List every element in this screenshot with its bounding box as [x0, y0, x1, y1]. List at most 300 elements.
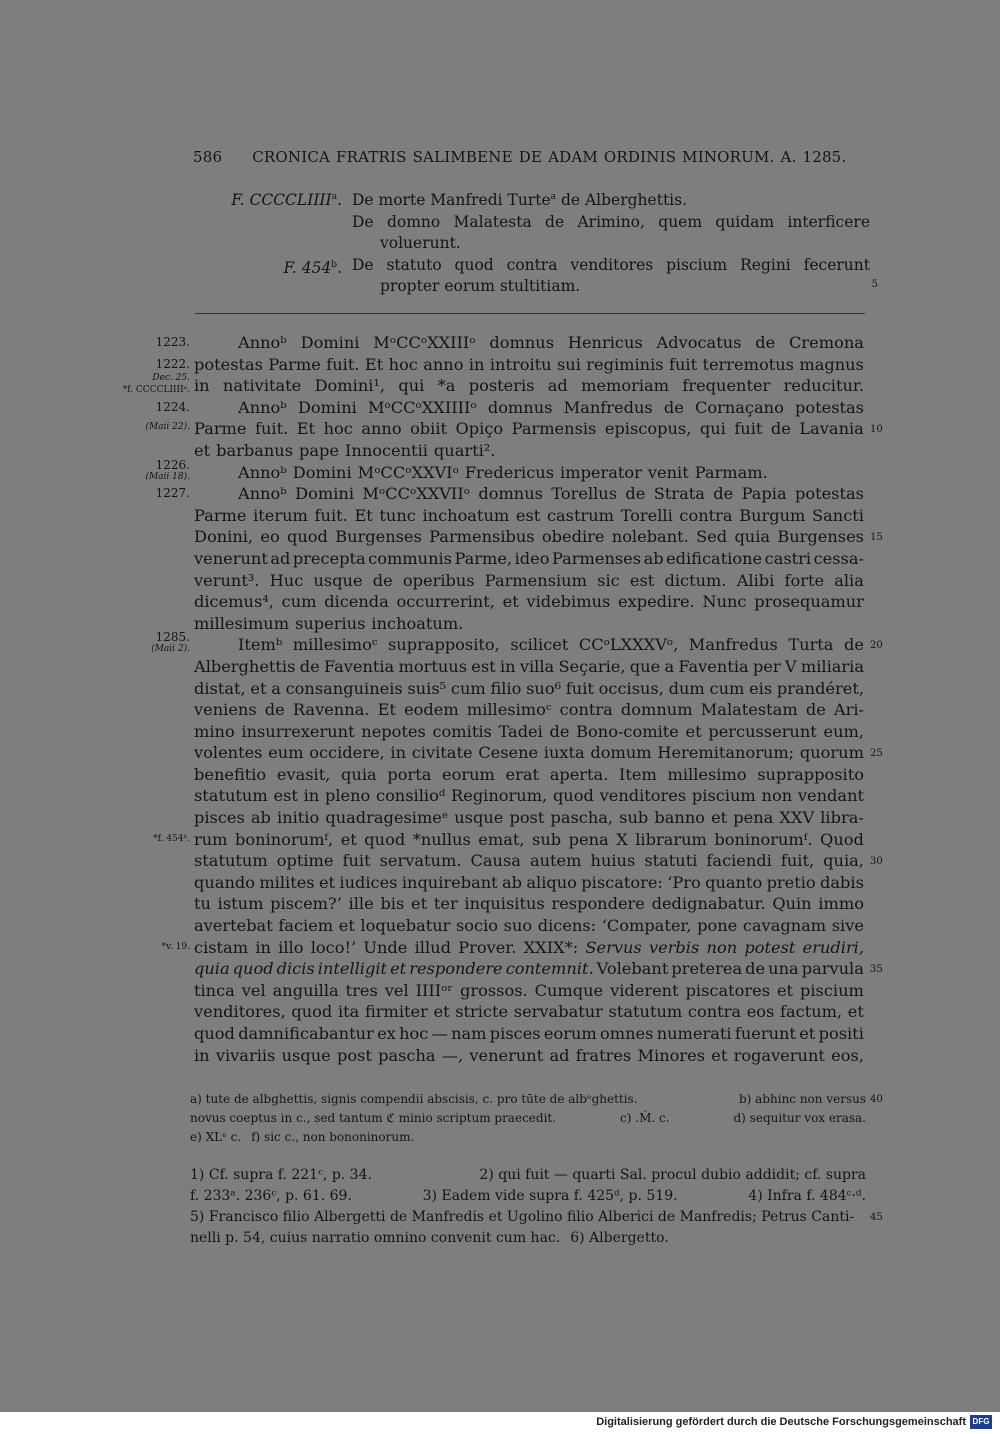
word: pascha,	[550, 808, 614, 828]
word: quod	[232, 959, 274, 979]
word: de	[745, 959, 766, 979]
line-text	[194, 375, 864, 397]
word: hoc	[388, 354, 418, 374]
word: superius	[295, 613, 366, 633]
line-text	[194, 872, 864, 894]
text-line	[0, 785, 1000, 807]
word: avertebat	[194, 916, 273, 936]
word: Annoᵇ	[238, 462, 287, 482]
word: Turta	[788, 635, 834, 655]
word: Annoᵇ	[238, 397, 287, 417]
line-number: 30	[870, 856, 883, 868]
word: ex	[377, 1024, 396, 1043]
word: ter	[433, 894, 458, 914]
text-line	[0, 1045, 1000, 1067]
word: hoc	[399, 1024, 429, 1043]
word: illo	[278, 937, 304, 957]
word: sic	[597, 570, 620, 590]
word: XXV	[779, 808, 815, 828]
word: in	[255, 937, 271, 957]
text-line	[0, 332, 1000, 354]
word: villa	[519, 656, 555, 676]
word: Manfredus	[688, 635, 778, 655]
word: de	[755, 333, 776, 352]
word: in	[390, 743, 407, 763]
word: *a	[437, 376, 456, 396]
word: quadragesimeᵉ	[325, 808, 449, 828]
line-text	[194, 829, 864, 851]
word: anno	[361, 419, 402, 439]
word: venerunt	[194, 548, 268, 568]
text-line	[0, 483, 1000, 505]
word: Torelli	[620, 505, 673, 525]
word: inquirebant	[401, 872, 498, 892]
line-number: 45	[870, 1212, 883, 1223]
word: respondere	[409, 959, 503, 979]
word: pone	[697, 916, 738, 936]
word: Sed	[696, 527, 728, 547]
word: sive	[831, 916, 864, 936]
word: suo	[503, 916, 533, 936]
word: Opiço	[455, 419, 504, 439]
word: ita	[337, 1002, 360, 1022]
folio-sup: a	[331, 192, 338, 202]
word: dedignabatur.	[651, 894, 766, 914]
word: usque	[281, 1045, 331, 1065]
word: in	[303, 786, 320, 806]
word: videbimus	[526, 592, 611, 612]
word: forte	[784, 570, 825, 590]
word: Burgum	[739, 505, 806, 525]
word: aliquo	[526, 872, 577, 892]
line-text	[194, 807, 864, 829]
word: porta	[387, 764, 432, 784]
word: a	[664, 656, 675, 676]
word: Papia	[741, 484, 787, 504]
word: boninorumᶠ.	[714, 829, 813, 849]
summary-text: De domno Malatesta de Arimino, quem quidam interficere voluerunt.	[352, 212, 870, 253]
word: Reginorum,	[451, 786, 548, 806]
word: Quod	[820, 829, 864, 849]
text-line	[0, 570, 1000, 592]
margin-note	[153, 833, 190, 845]
word: bis	[380, 894, 405, 914]
word: Ravenna.	[292, 700, 370, 720]
text-line	[0, 397, 1000, 419]
word: ad	[549, 1045, 570, 1065]
word: Donini,	[194, 527, 254, 547]
word: —,	[441, 1045, 464, 1065]
word: eodem	[404, 700, 459, 720]
summary-folio: F. 454$^b$.	[283, 258, 342, 277]
margin-note	[145, 459, 190, 483]
word: usque	[454, 808, 504, 828]
text-line	[0, 958, 1000, 980]
word: Malatestam	[700, 700, 798, 720]
margin-note	[156, 401, 190, 413]
word: vivariis	[215, 1045, 276, 1065]
line-text	[194, 699, 864, 721]
text-line	[0, 937, 1000, 959]
word: piscium	[800, 980, 864, 1000]
word: erudiri,	[802, 937, 864, 957]
word: consanguineis	[285, 678, 403, 698]
word: Volebant	[596, 959, 669, 979]
word: fuit	[565, 678, 594, 698]
word: cistam	[194, 937, 249, 957]
chapter-summary	[190, 187, 878, 298]
word: de	[805, 700, 826, 720]
line-text	[194, 440, 864, 462]
word: et	[194, 440, 211, 460]
text-line	[0, 613, 1000, 635]
word: contra	[687, 1002, 742, 1022]
word: communis	[368, 548, 452, 568]
word: obedire	[541, 527, 605, 547]
word: Servus	[585, 937, 642, 957]
word: preterea	[671, 959, 743, 979]
word: boninorumᶠ,	[235, 829, 334, 849]
margin-note	[156, 336, 190, 348]
text-line	[0, 742, 1000, 764]
line-text	[238, 332, 864, 354]
word: grossos.	[459, 980, 528, 1000]
word: expedire.	[618, 592, 695, 612]
word: Cornaçano	[694, 397, 784, 417]
word: Faventia	[323, 656, 395, 676]
word: venditores,	[194, 1002, 286, 1022]
line-text	[194, 958, 864, 980]
word: pisces	[194, 808, 245, 828]
word: obiit	[410, 419, 448, 439]
word: est	[471, 656, 496, 676]
word: memoriam	[581, 376, 670, 396]
word: venit	[647, 462, 689, 482]
word: de	[372, 570, 393, 590]
word: quia,	[823, 851, 864, 871]
word: sui	[556, 354, 581, 374]
word: erat	[505, 764, 540, 784]
word: pena	[568, 829, 609, 849]
word: emat,	[478, 829, 525, 849]
word: imperator	[560, 462, 642, 482]
word: pape	[299, 440, 339, 460]
word: numerati	[656, 1024, 732, 1043]
word: reducitur.	[783, 376, 864, 396]
word: mino	[194, 721, 235, 741]
footnote-line	[190, 1090, 883, 1109]
word: de	[663, 397, 684, 417]
summary-text: De statuto quod contra venditores piscium Regini fecerunt propter eorum stultitiam.	[352, 255, 870, 296]
word: dicis	[276, 959, 315, 979]
word: ideo	[514, 548, 550, 568]
line-number: 35	[870, 964, 883, 976]
word: Domini	[297, 397, 357, 417]
word: statutum	[194, 851, 268, 871]
line-text	[194, 526, 864, 548]
word: millesimoᶜ	[292, 635, 378, 655]
word: vel	[384, 980, 409, 1000]
word: rum	[194, 829, 228, 849]
footnote-segment: f. 233ᵃ. 236ᶜ, p. 61. 69.	[190, 1188, 352, 1204]
word: banno	[654, 808, 705, 828]
word: Domini	[300, 333, 360, 352]
text-line	[0, 893, 1000, 915]
line-text	[194, 418, 864, 440]
word: prandéret,	[776, 678, 864, 698]
word: X	[616, 829, 628, 849]
word: Et	[377, 700, 396, 720]
word: Henricus	[567, 333, 643, 352]
word: loquebatur	[360, 916, 451, 936]
margin-note	[161, 941, 190, 953]
word: Parmensibus	[429, 527, 535, 547]
word: Fredericus	[464, 462, 555, 482]
word: per	[752, 656, 781, 676]
word: ‘Pro	[667, 872, 701, 892]
text-line	[0, 526, 1000, 548]
text-line	[0, 915, 1000, 937]
running-title: CRONICA FRATRIS SALIMBENE DE ADAM ORDINIS MINORUM. A. 1285.	[252, 148, 847, 166]
footnote-segment: 2) qui fuit — quarti Sal. procul dubio addidit; cf. supra	[479, 1167, 866, 1183]
word: in	[499, 656, 516, 676]
footnote-line	[190, 1165, 866, 1186]
footnote-line	[190, 1128, 866, 1147]
word: distat,	[194, 678, 246, 698]
word: quia	[341, 764, 377, 784]
main-text	[0, 332, 1000, 1066]
footnote-segment: e) XLᵉ c.	[190, 1130, 242, 1144]
word: Prover.	[458, 937, 517, 957]
word: tu	[194, 894, 211, 914]
word: IIIIᵒʳ	[415, 980, 454, 1000]
word: occidere,	[309, 743, 385, 763]
separator-rule	[195, 313, 865, 314]
word: tres	[345, 980, 378, 1000]
word: volentes	[194, 743, 263, 763]
word: dicens:	[537, 916, 597, 936]
word: Huc	[269, 570, 304, 590]
word: quod	[287, 527, 328, 547]
text-line	[0, 699, 1000, 721]
footnote-segment: 6) Albergetto.	[570, 1230, 669, 1246]
word: quod	[194, 1024, 235, 1043]
word: pretio	[766, 872, 816, 892]
word: fuit.	[254, 419, 289, 439]
word: Cumque	[534, 980, 604, 1000]
word: XXIX*:	[523, 937, 579, 957]
word: piscatores	[685, 980, 771, 1000]
word: ad	[547, 376, 568, 396]
line-text	[194, 591, 864, 613]
funding-credit: Digitalisierung gefördert durch die Deutsche Forschungsgemeinschaft	[596, 1416, 966, 1428]
footnote-segment: f) sic c., non bononinorum.	[251, 1130, 415, 1144]
footnote-line	[190, 1186, 866, 1207]
margin-part: Dec. 25.	[152, 373, 190, 384]
margin-part: 1224.	[155, 399, 190, 414]
word: qui	[699, 419, 726, 439]
word: potestas	[794, 484, 864, 504]
word: filio	[490, 678, 522, 698]
line-text	[194, 1045, 864, 1067]
word: ab	[250, 808, 271, 828]
word: eis	[749, 678, 773, 698]
word: edificatione	[666, 548, 763, 568]
line-number: 20	[870, 640, 883, 652]
word: cum	[281, 592, 317, 612]
word: loco!’	[310, 937, 357, 957]
word: Et	[354, 505, 373, 525]
word: MᵒCCᵒXXIIIIᵒ	[367, 397, 477, 417]
line-text	[238, 462, 864, 484]
word: piscatore:	[581, 872, 663, 892]
word: Nunc	[702, 592, 747, 612]
word: potestas	[194, 354, 263, 374]
word: Domini	[292, 462, 352, 482]
word: et	[711, 1045, 728, 1065]
word: Parmensis	[511, 419, 597, 439]
critical-apparatus	[190, 1090, 883, 1147]
word: castrum	[546, 505, 614, 525]
page-number: 586	[193, 148, 223, 166]
word: verbis	[648, 937, 700, 957]
word: Innocentii	[345, 440, 428, 460]
footnote-segment: novus coeptus in c., sed tantum ℭ minio scriptum praecedit.	[190, 1111, 557, 1125]
word: et	[685, 721, 702, 741]
margin-part: *f. 454ᵇ.	[153, 833, 190, 844]
line-text	[238, 634, 864, 656]
word: usque	[313, 570, 363, 590]
margin-part: 1222.	[155, 356, 190, 371]
source-notes	[190, 1165, 883, 1249]
footnote-segment: nelli p. 54, cuius narratio omnino convenit cum hac.	[190, 1230, 561, 1246]
word: nativitate	[222, 376, 302, 396]
word: non	[706, 937, 738, 957]
word: parvula	[801, 959, 864, 979]
word: scilicet	[510, 635, 569, 655]
word: viderent	[610, 980, 679, 1000]
word: sub	[532, 829, 562, 849]
summary-entry	[190, 255, 878, 298]
line-text	[194, 893, 864, 915]
word: magnus	[799, 354, 864, 374]
word: de	[264, 700, 285, 720]
word: qui	[398, 376, 425, 396]
word: pisces	[489, 1024, 541, 1043]
text-line	[0, 630, 1000, 656]
word: fuerunt	[734, 1024, 796, 1043]
word: castri	[764, 548, 812, 568]
line-number: 15	[870, 532, 883, 544]
word: eum,	[823, 721, 864, 741]
word: evasit,	[276, 764, 331, 784]
word: Manfredus	[563, 397, 653, 417]
word: libra-	[820, 808, 864, 828]
word: est	[273, 786, 298, 806]
word: intelligit	[317, 959, 388, 979]
word: fuit.	[314, 505, 348, 525]
word: socio	[456, 916, 499, 936]
word: et	[433, 1002, 450, 1022]
footnote-line	[190, 1109, 866, 1128]
word: aperta.	[549, 764, 609, 784]
word: firmiter	[364, 1002, 428, 1022]
word: tinca	[194, 980, 235, 1000]
word: illud	[414, 937, 451, 957]
running-header	[193, 148, 865, 166]
summary-entry	[190, 187, 870, 212]
word: Sancti	[812, 505, 864, 525]
word: Burgenses	[335, 527, 422, 547]
word: Ari-	[833, 700, 864, 720]
word: servatum.	[379, 851, 462, 871]
word: pascha	[378, 1045, 436, 1065]
word: vel	[241, 980, 266, 1000]
word: quando	[194, 872, 255, 892]
text-line	[0, 872, 1000, 894]
summary-folio	[190, 212, 352, 255]
footnote-line	[190, 1228, 866, 1249]
line-text	[194, 1001, 864, 1023]
word: barbanus	[216, 440, 294, 460]
word: est	[629, 570, 655, 590]
word: mortuus	[398, 656, 467, 676]
summary-folio: F. CCCCLIIII$^a$.	[231, 191, 342, 210]
word: nolebant.	[611, 527, 689, 547]
word: V	[784, 656, 797, 676]
word: quod	[291, 1002, 333, 1022]
word: Tadei	[498, 721, 543, 741]
word: iudices	[339, 872, 398, 892]
margin-part: (Maii 18).	[145, 471, 190, 482]
word: Strata	[653, 484, 705, 504]
word: quanto	[705, 872, 763, 892]
word: MᵒCCᵒXXIIIᵒ	[373, 333, 476, 352]
word: domnus	[478, 484, 543, 504]
word: dicemus⁴,	[194, 592, 274, 612]
word: damnificabantur	[238, 1024, 374, 1043]
word: anguilla	[272, 980, 339, 1000]
word: initio	[277, 808, 320, 828]
word: Parmam.	[694, 462, 768, 482]
word: Parmensium	[484, 570, 587, 590]
margin-part: *v. 19.	[161, 941, 190, 952]
word: de	[299, 656, 320, 676]
word: ille	[348, 894, 374, 914]
margin-part: (Maii 2).	[151, 644, 190, 655]
dfg-logo-icon: DFG	[970, 1415, 992, 1429]
word: pena	[733, 808, 774, 828]
word: et	[390, 959, 407, 979]
word: Torellus	[551, 484, 618, 504]
word: eorum	[442, 764, 495, 784]
word: *nullus	[412, 829, 471, 849]
word: Minores	[637, 1045, 706, 1065]
word: occurrerint,	[396, 592, 495, 612]
word: Advocatus	[656, 333, 742, 352]
word: civitate	[411, 743, 473, 763]
word: fuit,	[780, 851, 815, 871]
word: in	[468, 354, 485, 374]
line-text	[194, 548, 864, 570]
word: inchoatum	[422, 505, 510, 525]
text-line	[0, 764, 1000, 786]
summary-entry	[190, 212, 870, 255]
word: posteris	[468, 376, 535, 396]
line-text	[194, 850, 864, 872]
word: et	[318, 872, 336, 892]
word: servabatur	[513, 1002, 603, 1022]
